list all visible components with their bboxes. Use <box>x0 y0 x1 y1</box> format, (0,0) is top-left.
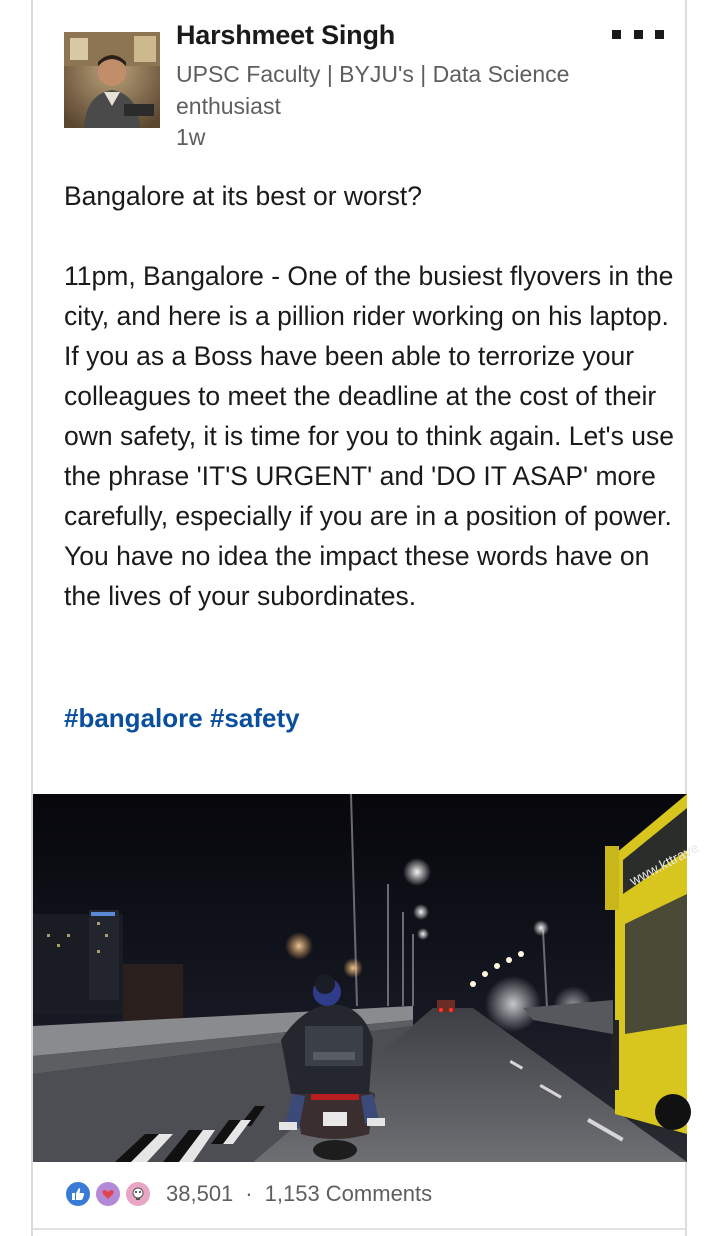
author-headline: UPSC Faculty | BYJU's | Data Science enthusiast <box>176 61 570 119</box>
hashtag-safety[interactable]: #safety <box>209 703 300 733</box>
curious-icon <box>124 1180 152 1208</box>
more-dot <box>634 30 643 39</box>
post-image[interactable] <box>33 794 702 1162</box>
hashtags <box>64 698 300 738</box>
hashtag-bangalore[interactable]: #bangalore <box>64 703 203 733</box>
count-separator: · <box>245 1181 253 1206</box>
thumbs-up-glyph <box>70 1186 86 1202</box>
post-paragraph: 11pm, Bangalore - One of the busiest flyovers in the city, and here is a pillion rider working on his laptop. If you as a Boss have been able to terrorize your colleagues to meet the deadline at the cost of their own safety, it is time for you to think again. Let's use the phrase 'IT'S URGENT' and 'DO IT ASAP' more carefully, especially if you are in a position of power. You have no idea the impact these words have on the lives of your subordinates. <box>64 261 674 611</box>
author-name[interactable]: Harshmeet Singh <box>176 20 396 50</box>
post-question: Bangalore at its best or worst? <box>64 181 422 211</box>
heart-hand-glyph <box>100 1186 116 1202</box>
avatar-photo <box>64 32 160 128</box>
more-dot <box>655 30 664 39</box>
comment-count[interactable]: 1,153 Comments <box>264 1181 433 1206</box>
reaction-count[interactable]: 38,501 <box>166 1181 234 1206</box>
like-icon <box>64 1180 92 1208</box>
bus-sign: www.kttrave <box>626 839 702 889</box>
post-age: 1w <box>176 124 206 150</box>
support-icon <box>94 1180 122 1208</box>
social-counts[interactable] <box>64 1176 432 1212</box>
post-body <box>64 176 676 616</box>
reaction-icons <box>64 1177 160 1211</box>
author-avatar[interactable] <box>64 32 160 128</box>
more-dot <box>612 30 621 39</box>
bulb-glyph <box>130 1186 146 1202</box>
paragraph-gap <box>64 216 676 256</box>
flyover-night-photo <box>33 794 702 1162</box>
more-icon[interactable] <box>612 24 664 44</box>
divider <box>33 1228 687 1230</box>
